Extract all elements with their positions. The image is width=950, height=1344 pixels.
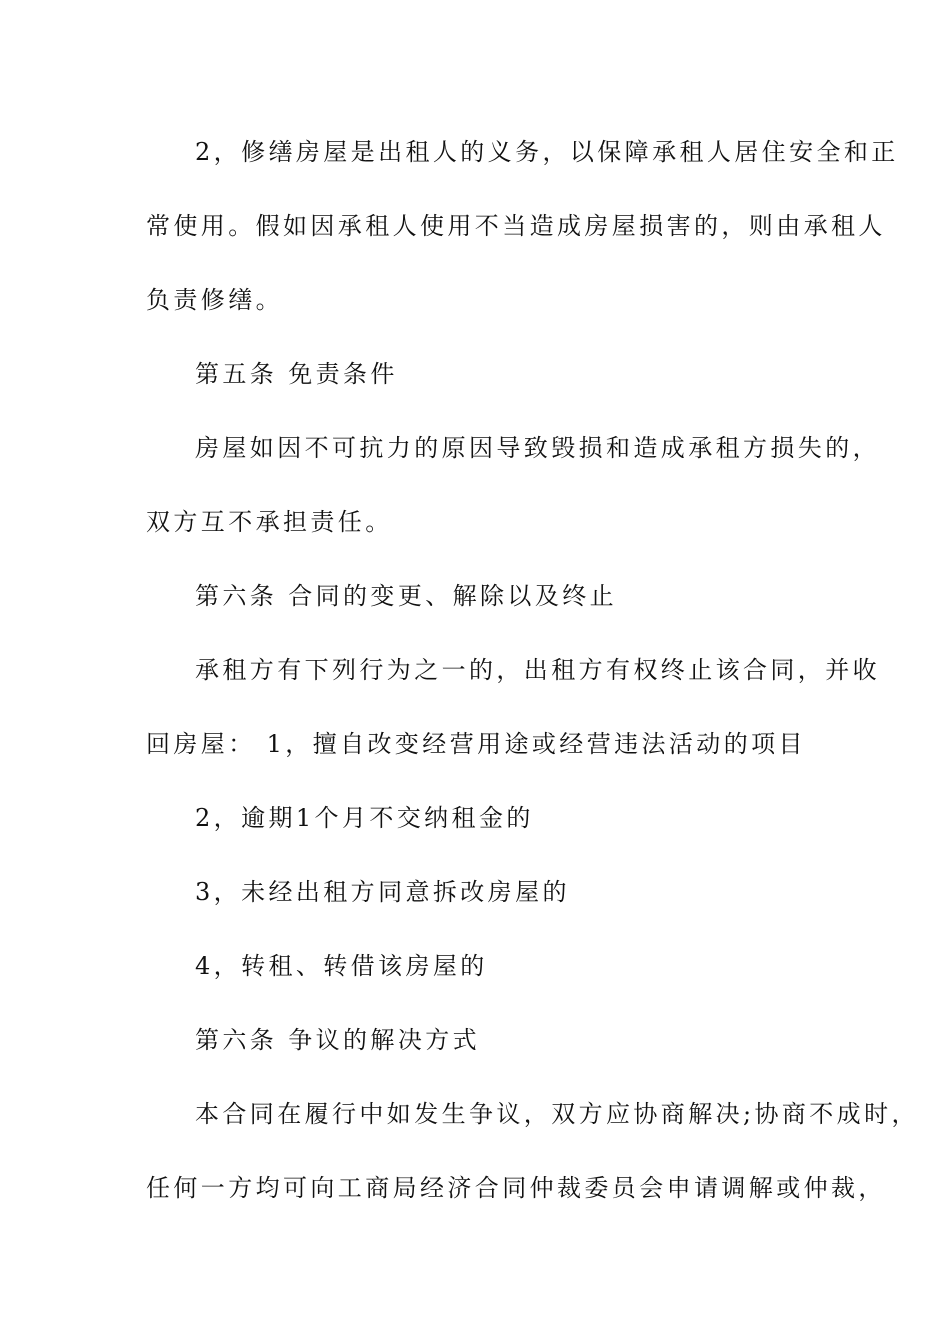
list-item: 2，逾期1个月不交纳租金的	[195, 804, 534, 832]
text-line: 房屋如因不可抗力的原因导致毁损和造成承租方损失的，	[195, 434, 880, 462]
text-line: 常使用。假如因承租人使用不当造成房屋损害的，则由承租人	[146, 212, 886, 240]
section-heading: 第六条 合同的变更、解除以及终止	[195, 582, 618, 610]
text-line: 双方互不承担责任。	[146, 508, 393, 536]
text-line: 2，修缮房屋是出租人的义务，以保障承租人居住安全和正	[195, 138, 899, 166]
text-line: 任何一方均可向工商局经济合同仲裁委员会申请调解或仲裁，	[146, 1174, 886, 1202]
list-item: 3，未经出租方同意拆改房屋的	[195, 878, 570, 906]
section-heading: 第六条 争议的解决方式	[195, 1026, 481, 1054]
section-heading: 第五条 免责条件	[195, 360, 398, 388]
list-item: 4，转租、转借该房屋的	[195, 952, 488, 980]
text-line: 本合同在履行中如发生争议，双方应协商解决;协商不成时，	[195, 1100, 919, 1128]
text-line: 回房屋： 1，擅自改变经营用途或经营违法活动的项目	[146, 730, 806, 758]
text-line: 承租方有下列行为之一的，出租方有权终止该合同，并收	[195, 656, 880, 684]
text-line: 负责修缮。	[146, 286, 283, 314]
